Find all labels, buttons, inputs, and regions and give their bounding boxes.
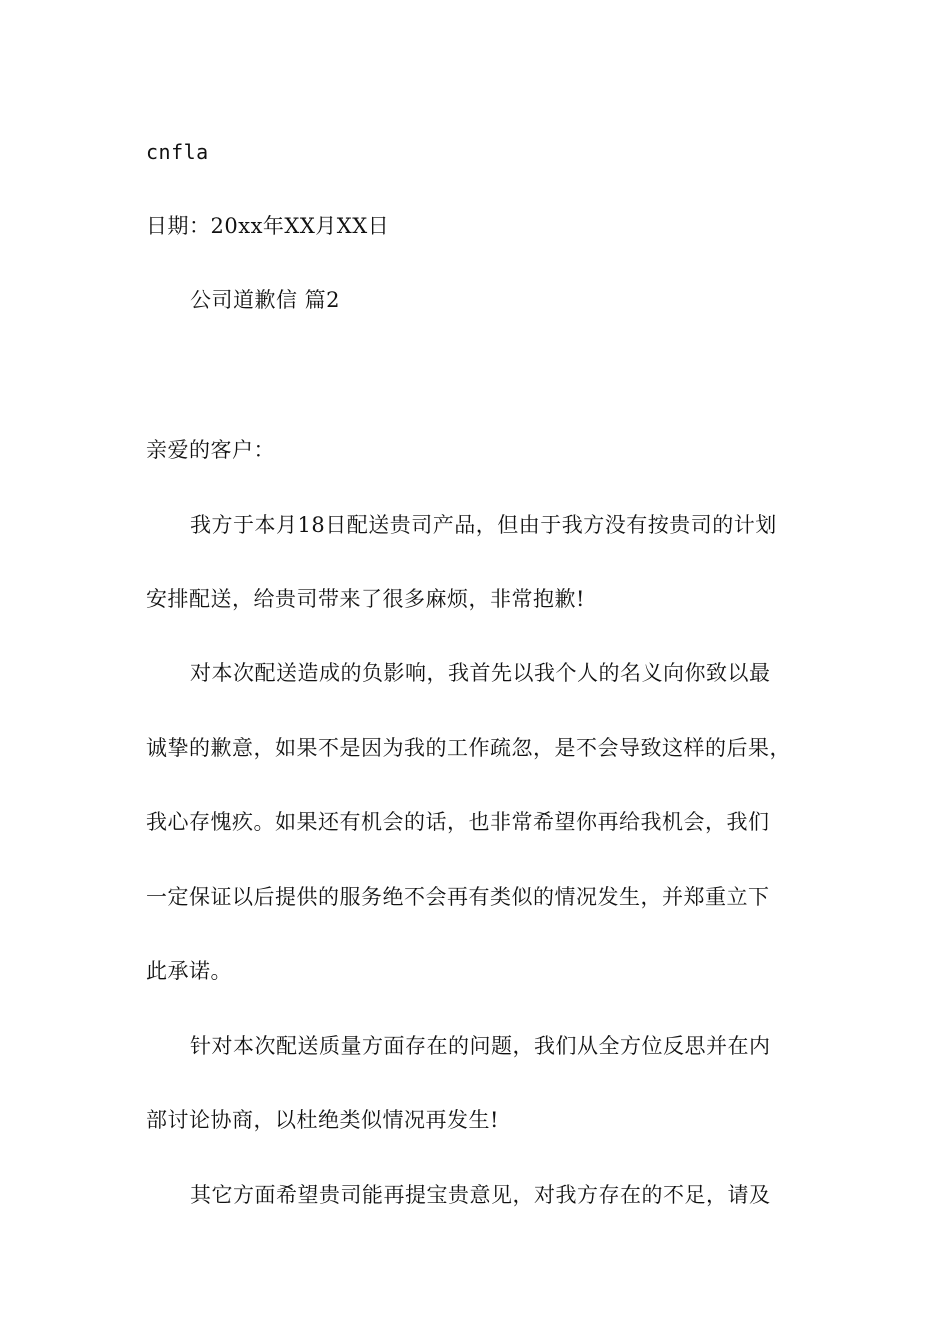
paragraph-line: 针对本次配送质量方面存在的问题，我们从全方位反思并在内 — [190, 1034, 771, 1058]
paragraph-line: 部讨论协商，以杜绝类似情况再发生! — [146, 1108, 499, 1132]
signature-text: cnfla — [146, 140, 209, 164]
date-line: 日期：20xx年XX月XX日 — [146, 214, 390, 238]
paragraph-line: 安排配送，给贵司带来了很多麻烦，非常抱歉! — [146, 587, 585, 611]
paragraph-line: 对本次配送造成的负影响，我首先以我个人的名义向你致以最 — [190, 661, 771, 685]
paragraph-line: 我方于本月18日配送贵司产品，但由于我方没有按贵司的计划 — [190, 513, 777, 537]
salutation: 亲爱的客户： — [146, 438, 275, 462]
section-title: 公司道歉信 篇2 — [190, 288, 341, 312]
paragraph-line: 此承诺。 — [146, 959, 232, 983]
paragraph-line: 诚挚的歉意，如果不是因为我的工作疏忽，是不会导致这样的后果， — [146, 736, 791, 760]
paragraph-line: 其它方面希望贵司能再提宝贵意见，对我方存在的不足，请及 — [190, 1183, 771, 1207]
paragraph-line: 一定保证以后提供的服务绝不会再有类似的情况发生，并郑重立下 — [146, 885, 770, 909]
paragraph-line: 我心存愧疚。如果还有机会的话，也非常希望你再给我机会，我们 — [146, 810, 770, 834]
